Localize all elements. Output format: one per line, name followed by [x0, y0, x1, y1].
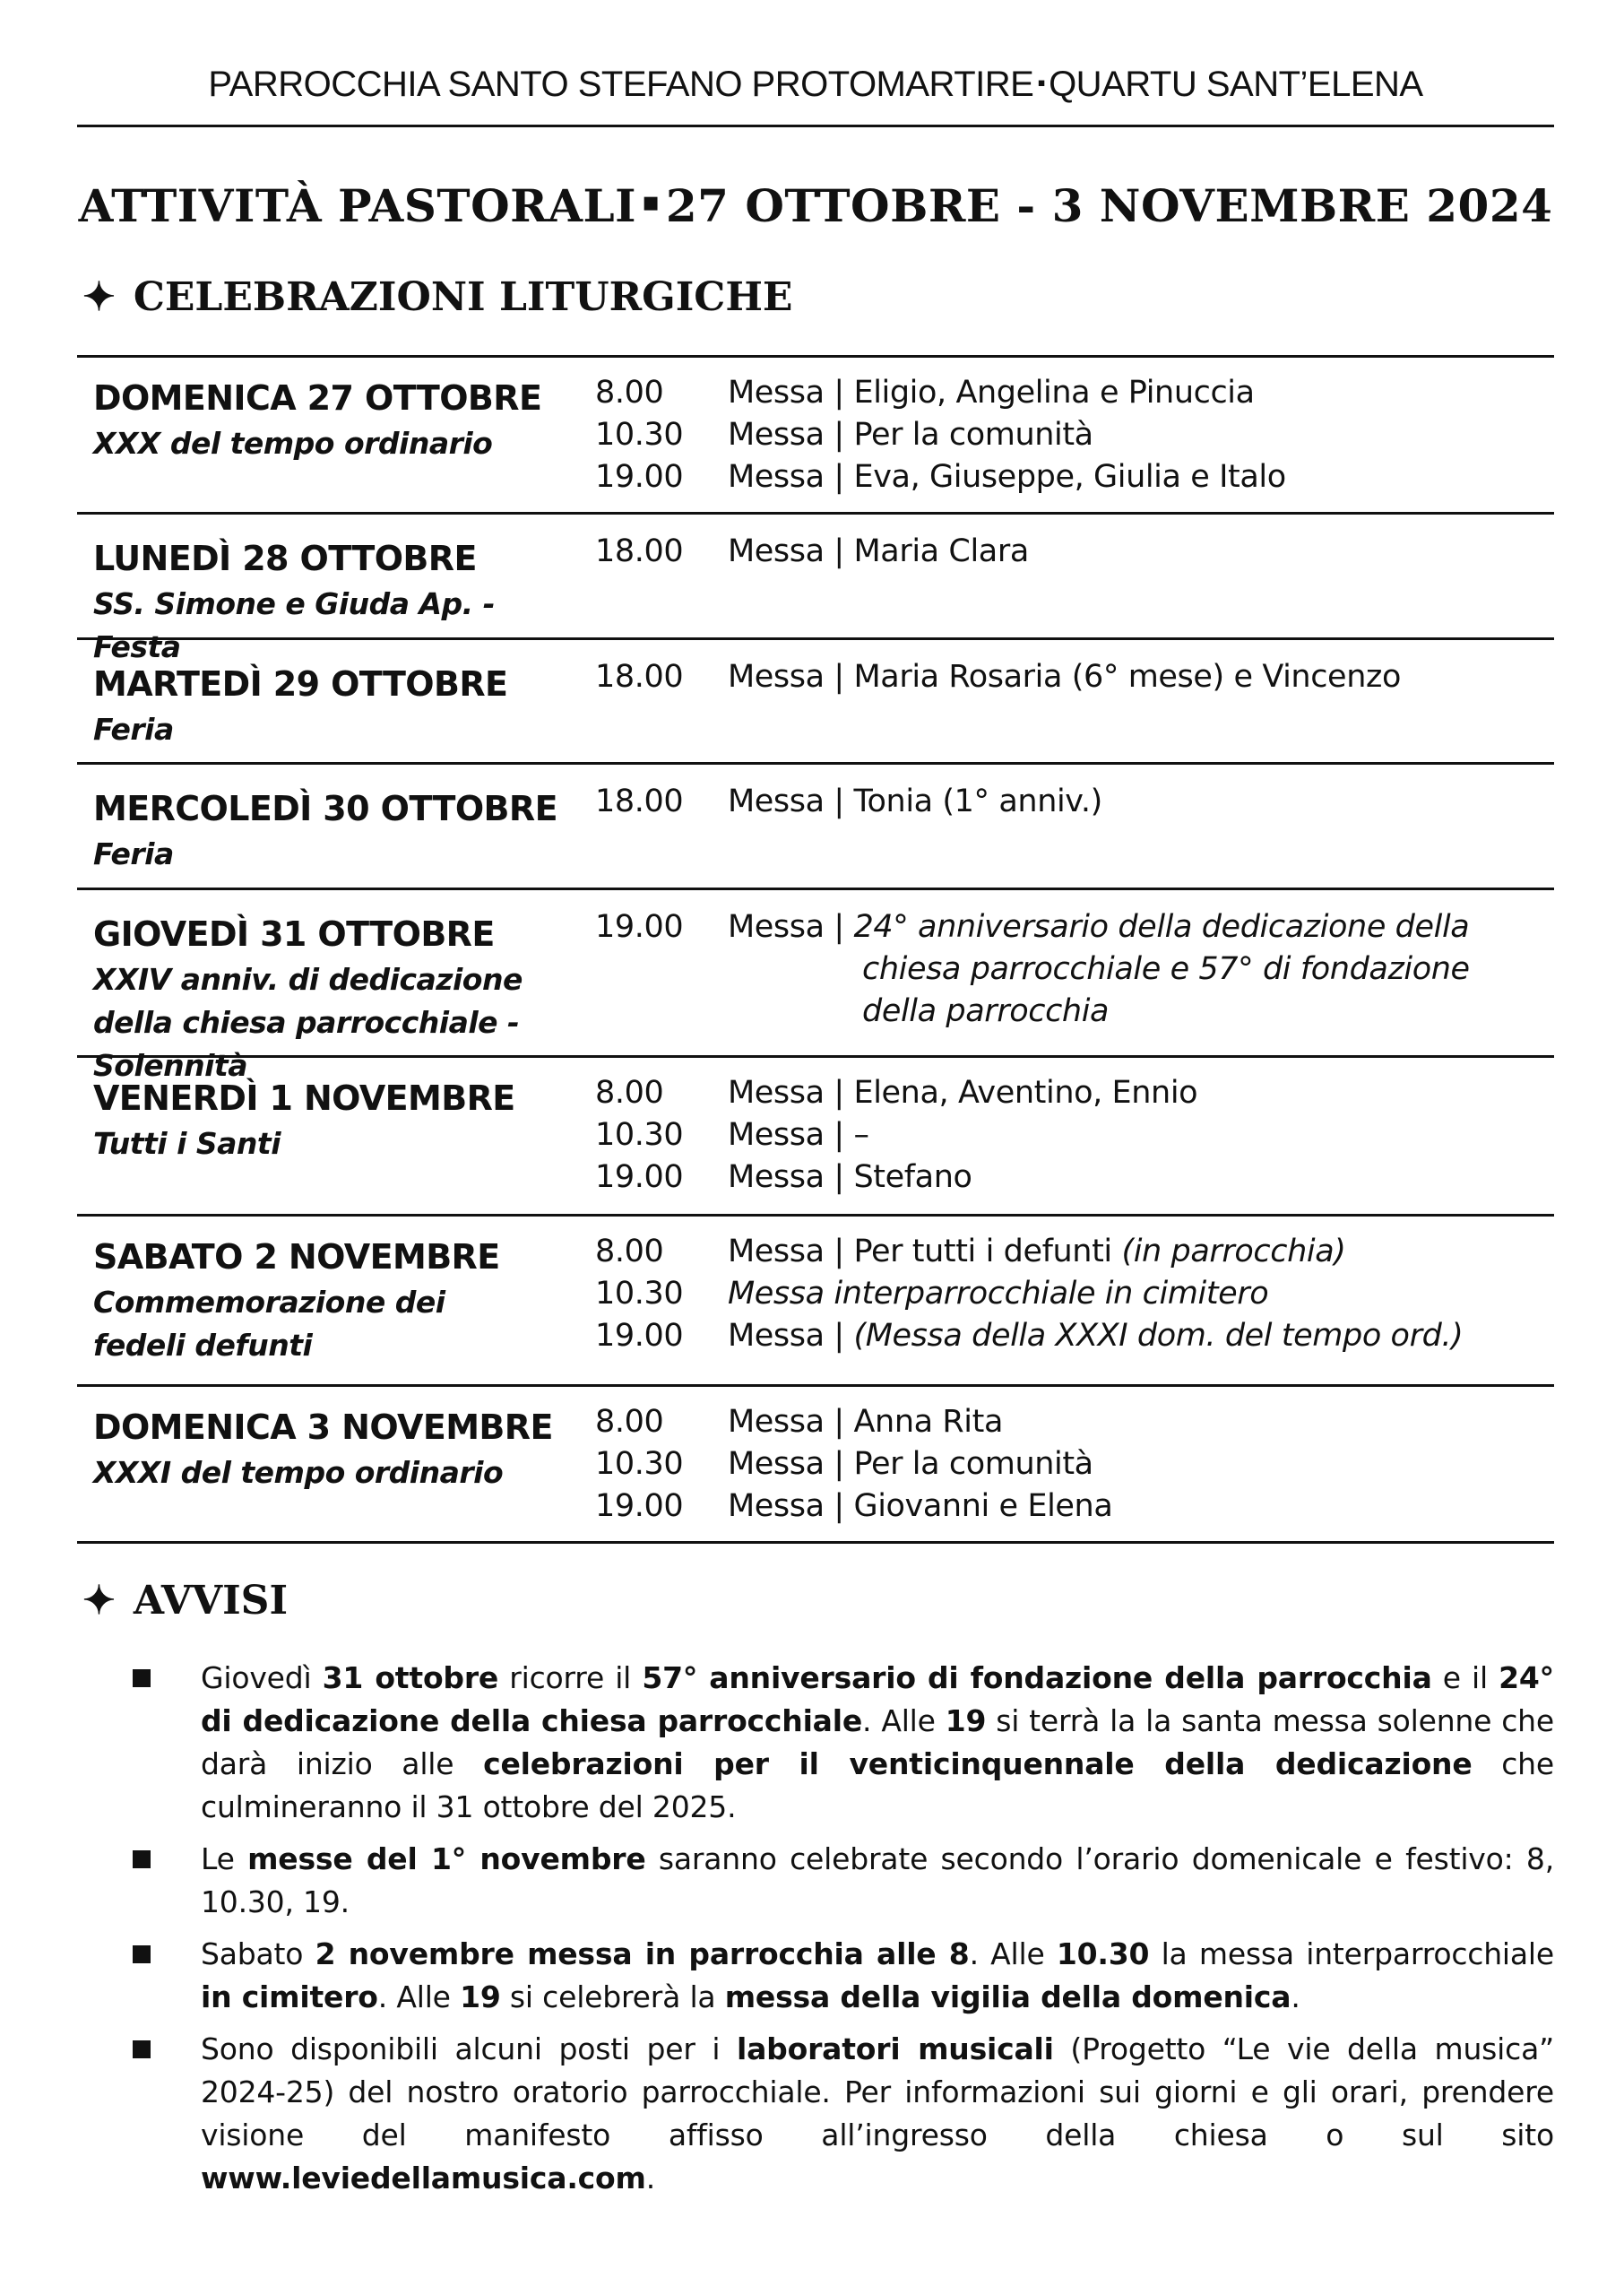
section-celebrazioni [82, 274, 792, 320]
mass-text [728, 1315, 1463, 1357]
feast-name: Commemorazione dei fedeli defunti [93, 1285, 445, 1363]
notice-text: si terrà la la santa messa solenne che darà inizio alle [201, 1703, 1554, 1781]
mass-list [595, 906, 1470, 1033]
notice-item [133, 1838, 1554, 1924]
mass-time: 18.00 [595, 659, 684, 695]
title-left: ATTIVITÀ PASTORALI [78, 179, 637, 232]
mass-entry [595, 906, 1470, 948]
notice-item [133, 2028, 1554, 2200]
mass-list [595, 1072, 1197, 1199]
mass-text: Messa | Per la comunità [728, 1446, 1093, 1482]
mass-prefix: Messa | Per tutti i defunti [728, 1234, 1122, 1269]
mass-prefix: Messa | [728, 1318, 854, 1354]
mass-text: Messa | Eva, Giuseppe, Giulia e Italo [728, 459, 1286, 495]
day-cell [93, 1233, 541, 1367]
mass-text: Messa | Per la comunità [728, 417, 1093, 453]
day-name: MERCOLEDÌ 30 OTTOBRE [93, 789, 557, 828]
mass-time: 19.00 [595, 1159, 684, 1195]
notice-item [133, 1657, 1554, 1829]
notice-text: Sono disponibili alcuni posti per i [201, 2031, 737, 2066]
notice-text: . Alle [862, 1703, 946, 1738]
feast-name: XXX del tempo ordinario [93, 426, 493, 461]
notice-bold: 2 novembre messa in parrocchia alle 8 [315, 1936, 970, 1971]
notice-item [133, 1933, 1554, 2019]
schedule-row [77, 358, 1554, 515]
mass-entry [595, 1273, 1463, 1315]
mass-text: Messa | Stefano [728, 1159, 972, 1195]
mass-entry [595, 1443, 1112, 1485]
notice-text: Giovedì [201, 1660, 323, 1695]
mass-time: 8.00 [595, 375, 664, 411]
schedule-row [77, 1217, 1554, 1387]
mass-entry [595, 781, 1102, 823]
notice-bold: celebrazioni per il venticinquennale della dedicazione [483, 1746, 1473, 1781]
schedule-row [77, 1058, 1554, 1217]
mass-note: (in parrocchia) [1121, 1234, 1346, 1269]
mass-text: Messa interparrocchiale in cimitero [728, 1276, 1269, 1312]
mass-note: (Messa della XXXI dom. del tempo ord.) [853, 1318, 1464, 1354]
notice-bold: 19 [945, 1703, 987, 1738]
mass-entry [595, 372, 1286, 414]
notice-bold: 10.30 [1056, 1936, 1150, 1971]
feast-name: XXXI del tempo ordinario [93, 1455, 504, 1490]
feast-name: SS. Simone e Giuda Ap. - Festa [93, 586, 495, 664]
mass-text: Messa | Anna Rita [728, 1404, 1003, 1440]
notice-text: la messa interparrocchiale [1149, 1936, 1554, 1971]
section-avvisi [82, 1578, 288, 1624]
notices-list [133, 1657, 1554, 2209]
day-name: DOMENICA 3 NOVEMBRE [93, 1407, 553, 1447]
notice-text: Sabato [201, 1936, 315, 1971]
day-cell [93, 784, 577, 876]
mass-intention-cont: chiesa parrocchiale e 57° di fondazione [862, 951, 1470, 987]
notice-text: . [1291, 1979, 1300, 2014]
mass-entry [595, 656, 1401, 698]
notice-bold: in cimitero [201, 1979, 378, 2014]
mass-entry-continued [595, 948, 1470, 991]
notice-text: si celebrerà la [500, 1979, 725, 2014]
notice-text: . Alle [377, 1979, 461, 2014]
schedule-row [77, 890, 1554, 1083]
mass-time-spacer [595, 948, 728, 991]
day-name: SABATO 2 NOVEMBRE [93, 1237, 500, 1277]
mass-time: 8.00 [595, 1234, 664, 1269]
day-name: LUNEDÌ 28 OTTOBRE [93, 539, 477, 578]
mass-list [595, 781, 1102, 823]
notice-text: che culmineranno il 31 ottobre del 2025. [201, 1746, 1554, 1824]
mass-entry [595, 1231, 1463, 1273]
header-rule [77, 125, 1554, 127]
notice-bold: laboratori musicali [737, 2031, 1054, 2066]
mass-text: Messa | Maria Rosaria (6° mese) e Vincenzo [728, 659, 1401, 695]
mass-time: 10.30 [595, 417, 684, 453]
notice-text: (Progetto “Le vie della musica” 2024-25) del nostro oratorio parrocchiale. Per informazioni sui giorni e gli orari, prendere visione del manifesto affisso all’ingresso della chiesa o sul sito [201, 2031, 1554, 2152]
mass-entry [595, 456, 1286, 498]
square-bullet-icon [133, 1850, 151, 1868]
mass-intention-cont: della parrocchia [862, 993, 1110, 1029]
page-title [77, 179, 1554, 232]
mass-entry [595, 1072, 1197, 1114]
mass-time: 8.00 [595, 1075, 664, 1111]
day-cell [93, 374, 577, 465]
mass-entry [595, 1156, 1197, 1199]
website-link[interactable]: www.leviedellamusica.com [201, 2161, 646, 2195]
mass-entry [595, 1401, 1112, 1443]
notice-bold: 57° anniversario di fondazione della parrocchia [642, 1660, 1432, 1695]
square-bullet-icon [133, 2040, 151, 2058]
section-celebrazioni-label: CELEBRAZIONI LITURGICHE [133, 274, 793, 320]
section-avvisi-label: AVVISI [133, 1578, 289, 1624]
mass-entry [595, 1485, 1112, 1528]
notice-bold: messa della vigilia della domenica [724, 1979, 1291, 2014]
day-name: VENERDÌ 1 NOVEMBRE [93, 1078, 515, 1118]
mass-text [728, 906, 1469, 948]
mass-time: 8.00 [595, 1404, 664, 1440]
schedule-table [77, 355, 1554, 1544]
feast-name: Tutti i Santi [93, 1126, 281, 1161]
day-cell [93, 1403, 577, 1494]
notice-text: Le [201, 1841, 248, 1876]
schedule-row [77, 640, 1554, 765]
mass-text: Messa | – [728, 1117, 869, 1153]
mass-list [595, 531, 1029, 573]
schedule-row [77, 1387, 1554, 1544]
day-name: DOMENICA 27 OTTOBRE [93, 378, 542, 418]
mass-text: Messa | Elena, Aventino, Ennio [728, 1075, 1198, 1111]
notice-text: e il [1431, 1660, 1499, 1695]
day-name: MARTEDÌ 29 OTTOBRE [93, 664, 508, 704]
parish-name: PARROCCHIA SANTO STEFANO PROTOMARTIRE [208, 65, 1034, 104]
mass-time: 10.30 [595, 1276, 684, 1312]
mass-list [595, 1401, 1112, 1528]
mass-time: 10.30 [595, 1117, 684, 1153]
mass-time-spacer [595, 991, 728, 1033]
day-cell [93, 1074, 577, 1165]
feast-name: Feria [93, 836, 174, 871]
notice-bold: 31 ottobre [322, 1660, 499, 1695]
mass-text: Messa | Giovanni e Elena [728, 1488, 1113, 1524]
star-icon: ✦ [82, 274, 116, 320]
mass-text: Messa | Eligio, Angelina e Pinuccia [728, 375, 1255, 411]
parish-town: QUARTU SANT’ELENA [1049, 65, 1423, 104]
notice-text: . [645, 2161, 655, 2195]
notice-text: ricorre il [498, 1660, 643, 1695]
notice-text: saranno celebrate secondo l’orario domenicale e festivo: 8, 10.30, 19. [201, 1841, 1554, 1919]
notice-bold: 19 [460, 1979, 501, 2014]
notice-bold: 24° di dedicazione della chiesa parrocchiale [201, 1660, 1554, 1738]
mass-entry-continued [595, 991, 1470, 1033]
day-name: GIOVEDÌ 31 OTTOBRE [93, 914, 495, 954]
mass-text: Messa | Maria Clara [728, 533, 1029, 569]
mass-list [595, 1231, 1463, 1357]
mass-text [728, 1231, 1346, 1273]
mass-list [595, 372, 1286, 498]
mass-time: 19.00 [595, 909, 684, 945]
feast-name: Feria [93, 712, 174, 747]
mass-entry [595, 1315, 1463, 1357]
square-bullet-icon [133, 1945, 151, 1963]
mass-time: 19.00 [595, 1318, 684, 1354]
square-bullet-icon [133, 1669, 151, 1687]
mass-intention: 24° anniversario della dedicazione della [853, 909, 1470, 945]
mass-list [595, 656, 1401, 698]
header-separator: ▪ [1037, 69, 1046, 96]
mass-entry [595, 414, 1286, 456]
feast-name: XXIV anniv. di dedicazione della chiesa parrocchiale - Solennità [93, 962, 523, 1083]
bulletin-page [77, 0, 1554, 2295]
schedule-row [77, 765, 1554, 890]
mass-time: 18.00 [595, 784, 684, 819]
title-separator: ▪ [642, 186, 661, 218]
notice-bold: messe del 1° novembre [247, 1841, 646, 1876]
notice-text: . Alle [969, 1936, 1057, 1971]
mass-prefix: Messa | [728, 909, 854, 945]
title-dates: 27 OTTOBRE - 3 NOVEMBRE 2024 [665, 179, 1553, 232]
mass-entry [595, 531, 1029, 573]
mass-time: 18.00 [595, 533, 684, 569]
mass-text: Messa | Tonia (1° anniv.) [728, 784, 1102, 819]
star-icon: ✦ [82, 1578, 116, 1624]
mass-time: 19.00 [595, 1488, 684, 1524]
parish-header [77, 65, 1554, 105]
day-cell [93, 660, 577, 751]
mass-time: 19.00 [595, 459, 684, 495]
schedule-row [77, 515, 1554, 664]
mass-entry [595, 1114, 1197, 1156]
mass-time: 10.30 [595, 1446, 684, 1482]
